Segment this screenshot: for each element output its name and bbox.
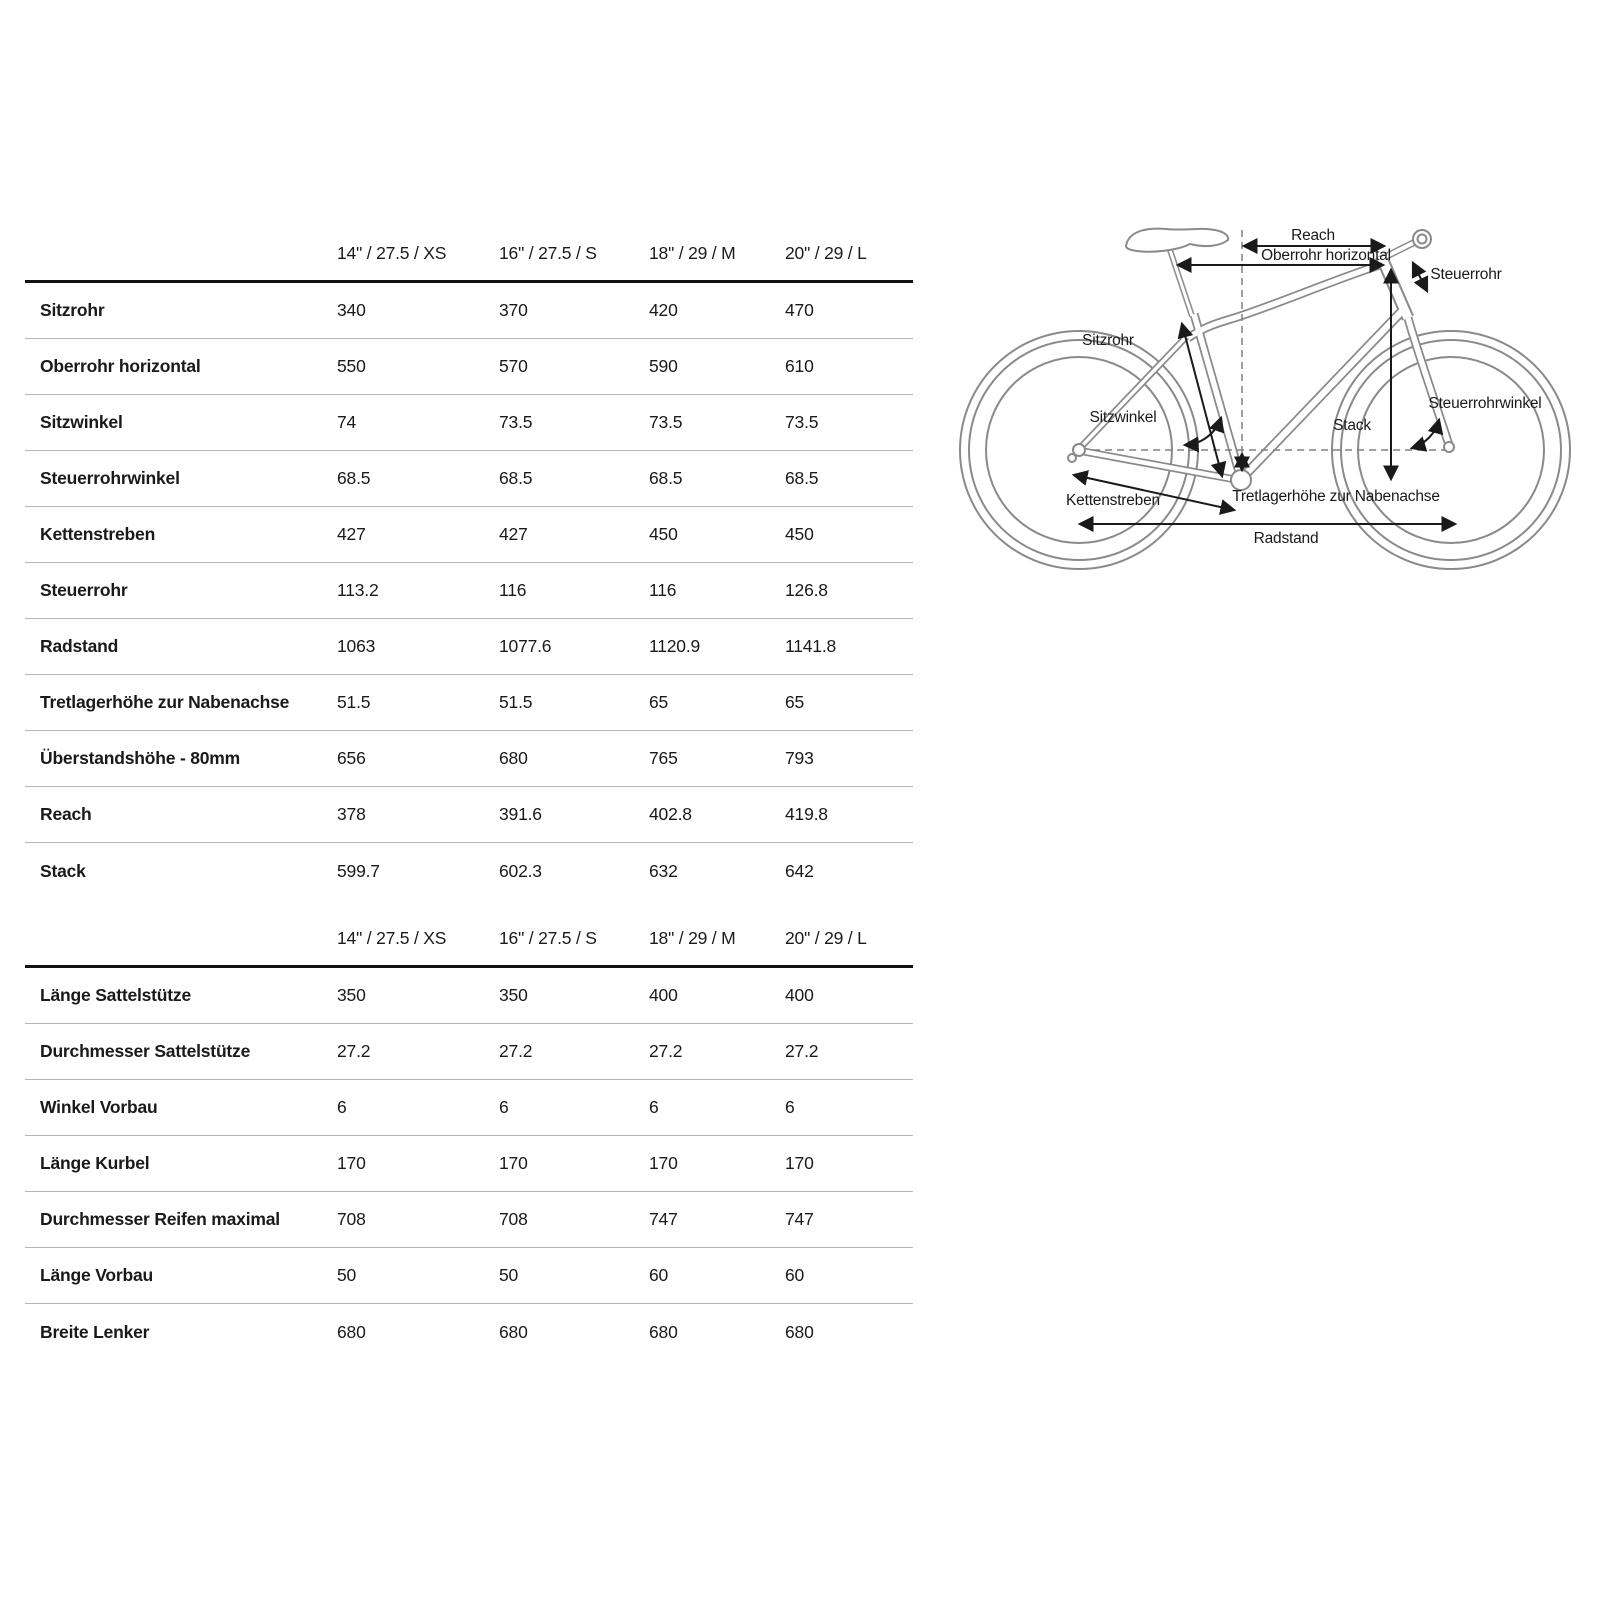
row-label: Radstand: [40, 636, 119, 656]
row-label: Breite Lenker: [40, 1321, 150, 1342]
diagram-label-stack: Stack: [1333, 417, 1371, 434]
row-label: Länge Vorbau: [40, 1265, 153, 1285]
table-row: [25, 1304, 913, 1360]
cell-value: 747: [785, 1209, 814, 1229]
cell-value: 27.2: [649, 1041, 683, 1061]
diagram-label-tretlagerhoehe: Tretlagerhöhe zur Nabenachse: [1232, 488, 1440, 505]
table-row: [25, 1248, 913, 1304]
cell-value: 116: [499, 580, 527, 600]
cell-value: 113.2: [337, 580, 379, 600]
saddle: [1126, 229, 1228, 252]
cell-value: 65: [785, 692, 805, 712]
cell-value: 656: [337, 748, 366, 768]
column-header: 14" / 27.5 / XS: [337, 243, 447, 263]
cell-value: 27.2: [337, 1041, 371, 1061]
column-header: 16" / 27.5 / S: [499, 243, 597, 263]
row-label: Stack: [40, 860, 86, 881]
row-label: Oberrohr horizontal: [40, 356, 201, 376]
steuerrohrwinkel-arc-arrow: [1412, 420, 1439, 448]
cell-value: 391.6: [499, 804, 542, 824]
table-row: [25, 968, 913, 1024]
column-header: 18" / 29 / M: [649, 928, 736, 948]
cell-value: 6: [499, 1097, 509, 1117]
column-header: 16" / 27.5 / S: [499, 928, 597, 948]
cell-value: 116: [649, 580, 677, 600]
table-row: [25, 1080, 913, 1136]
table-row: [25, 843, 913, 899]
frame: [1068, 229, 1454, 490]
cell-value: 680: [499, 748, 528, 768]
cell-value: 420: [649, 300, 678, 320]
cell-value: 27.2: [499, 1041, 533, 1061]
cell-value: 765: [649, 748, 678, 768]
cell-value: 50: [337, 1265, 357, 1285]
cell-value: 350: [337, 985, 366, 1005]
cell-value: 126.8: [785, 580, 828, 600]
cell-value: 51.5: [337, 692, 371, 712]
row-label: Länge Kurbel: [40, 1153, 150, 1173]
cell-value: 340: [337, 300, 366, 320]
table-row: [25, 1136, 913, 1192]
cell-value: 370: [499, 300, 528, 320]
table-row: [25, 395, 913, 451]
cell-value: 642: [785, 860, 814, 881]
cell-value: 68.5: [649, 468, 683, 488]
cell-value: 378: [337, 804, 366, 824]
diagram-label-radstand: Radstand: [1253, 530, 1319, 547]
row-label: Steuerrohr: [40, 580, 128, 600]
cell-value: 400: [649, 985, 678, 1005]
table-row: [25, 283, 913, 339]
cell-value: 400: [785, 985, 814, 1005]
cell-value: 73.5: [785, 412, 819, 432]
component-dimensions-table: [25, 912, 913, 1360]
cell-value: 610: [785, 356, 814, 376]
cell-value: 1063: [337, 636, 376, 656]
diagram-label-steuerrohrwinkel: Steuerrohrwinkel: [1428, 395, 1542, 412]
cell-value: 74: [337, 412, 357, 432]
row-label: Kettenstreben: [40, 524, 156, 544]
row-label: Durchmesser Sattelstütze: [40, 1041, 251, 1061]
steuerrohr-arrow: [1413, 263, 1427, 291]
cell-value: 450: [785, 524, 814, 544]
table-row: [25, 507, 913, 563]
column-header: 20" / 29 / L: [785, 243, 867, 263]
cell-value: 170: [337, 1153, 366, 1173]
cell-value: 708: [499, 1209, 528, 1229]
table-row: [25, 1024, 913, 1080]
cell-value: 427: [499, 524, 528, 544]
table-row: [25, 339, 913, 395]
cell-value: 1077.6: [499, 636, 552, 656]
cell-value: 632: [649, 860, 678, 881]
bottom-bracket: [1231, 470, 1251, 490]
cell-value: 599.7: [337, 860, 380, 881]
diagram-label-sitzwinkel: Sitzwinkel: [1089, 409, 1157, 426]
cell-value: 550: [337, 356, 366, 376]
table-header-row: [25, 227, 913, 283]
cell-value: 680: [499, 1321, 528, 1342]
cell-value: 6: [337, 1097, 347, 1117]
diagram-label-oberrohr: Oberrohr horizontal: [1261, 247, 1391, 264]
cell-value: 65: [649, 692, 669, 712]
cell-value: 170: [499, 1153, 528, 1173]
cell-value: 60: [649, 1265, 669, 1285]
frame-geometry-table: [25, 227, 913, 899]
cell-value: 747: [649, 1209, 678, 1229]
cell-value: 73.5: [499, 412, 533, 432]
derailleur-hanger: [1068, 454, 1076, 462]
cell-value: 419.8: [785, 804, 828, 824]
cell-value: 170: [785, 1153, 814, 1173]
row-label: Winkel Vorbau: [40, 1097, 158, 1117]
diagram-label-steuerrohr: Steuerrohr: [1430, 266, 1502, 283]
table-row: [25, 675, 913, 731]
sitzwinkel-arc-arrow: [1185, 418, 1221, 445]
cell-value: 590: [649, 356, 678, 376]
table-row: [25, 619, 913, 675]
row-label: Überstandshöhe - 80mm: [40, 748, 241, 768]
cell-value: 680: [785, 1321, 814, 1342]
row-label: Tretlagerhöhe zur Nabenachse: [40, 692, 290, 712]
cell-value: 1141.8: [785, 636, 837, 656]
cell-value: 6: [785, 1097, 795, 1117]
cell-value: 402.8: [649, 804, 692, 824]
cell-value: 50: [499, 1265, 519, 1285]
cell-value: 27.2: [785, 1041, 819, 1061]
cell-value: 170: [649, 1153, 678, 1173]
row-label: Reach: [40, 804, 92, 824]
cell-value: 470: [785, 300, 814, 320]
diagram-label-reach: Reach: [1291, 227, 1335, 244]
column-header: 18" / 29 / M: [649, 243, 736, 263]
column-header: 20" / 29 / L: [785, 928, 867, 948]
cell-value: 6: [649, 1097, 659, 1117]
cell-value: 68.5: [785, 468, 819, 488]
column-header: 14" / 27.5 / XS: [337, 928, 447, 948]
geometry-tables: [25, 227, 913, 1360]
cell-value: 708: [337, 1209, 366, 1229]
table-row: [25, 787, 913, 843]
cell-value: 60: [785, 1265, 805, 1285]
diagram-label-sitzrohr: Sitzrohr: [1082, 332, 1134, 349]
cell-value: 680: [649, 1321, 678, 1342]
row-label: Durchmesser Reifen maximal: [40, 1209, 280, 1229]
cell-value: 68.5: [499, 468, 533, 488]
cell-value: 570: [499, 356, 528, 376]
table-row: [25, 451, 913, 507]
handlebar-grip: [1413, 230, 1431, 248]
cell-value: 350: [499, 985, 528, 1005]
table-row: [25, 1192, 913, 1248]
row-label: Länge Sattelstütze: [40, 985, 192, 1005]
cell-value: 73.5: [649, 412, 683, 432]
table-row: [25, 731, 913, 787]
cell-value: 427: [337, 524, 366, 544]
front-dropout: [1444, 442, 1454, 452]
diagram-label-kettenstreben: Kettenstreben: [1066, 492, 1160, 509]
row-label: Sitzwinkel: [40, 412, 123, 432]
row-label: Sitzrohr: [40, 300, 105, 320]
cell-value: 68.5: [337, 468, 371, 488]
cell-value: 680: [337, 1321, 366, 1342]
table-row: [25, 563, 913, 619]
row-label: Steuerrohrwinkel: [40, 468, 180, 488]
table-header-row: [25, 912, 913, 968]
cell-value: 51.5: [499, 692, 533, 712]
cell-value: 1120.9: [649, 636, 701, 656]
bike-geometry-diagram: [938, 192, 1600, 592]
cell-value: 450: [649, 524, 678, 544]
cell-value: 602.3: [499, 860, 542, 881]
cell-value: 793: [785, 748, 814, 768]
